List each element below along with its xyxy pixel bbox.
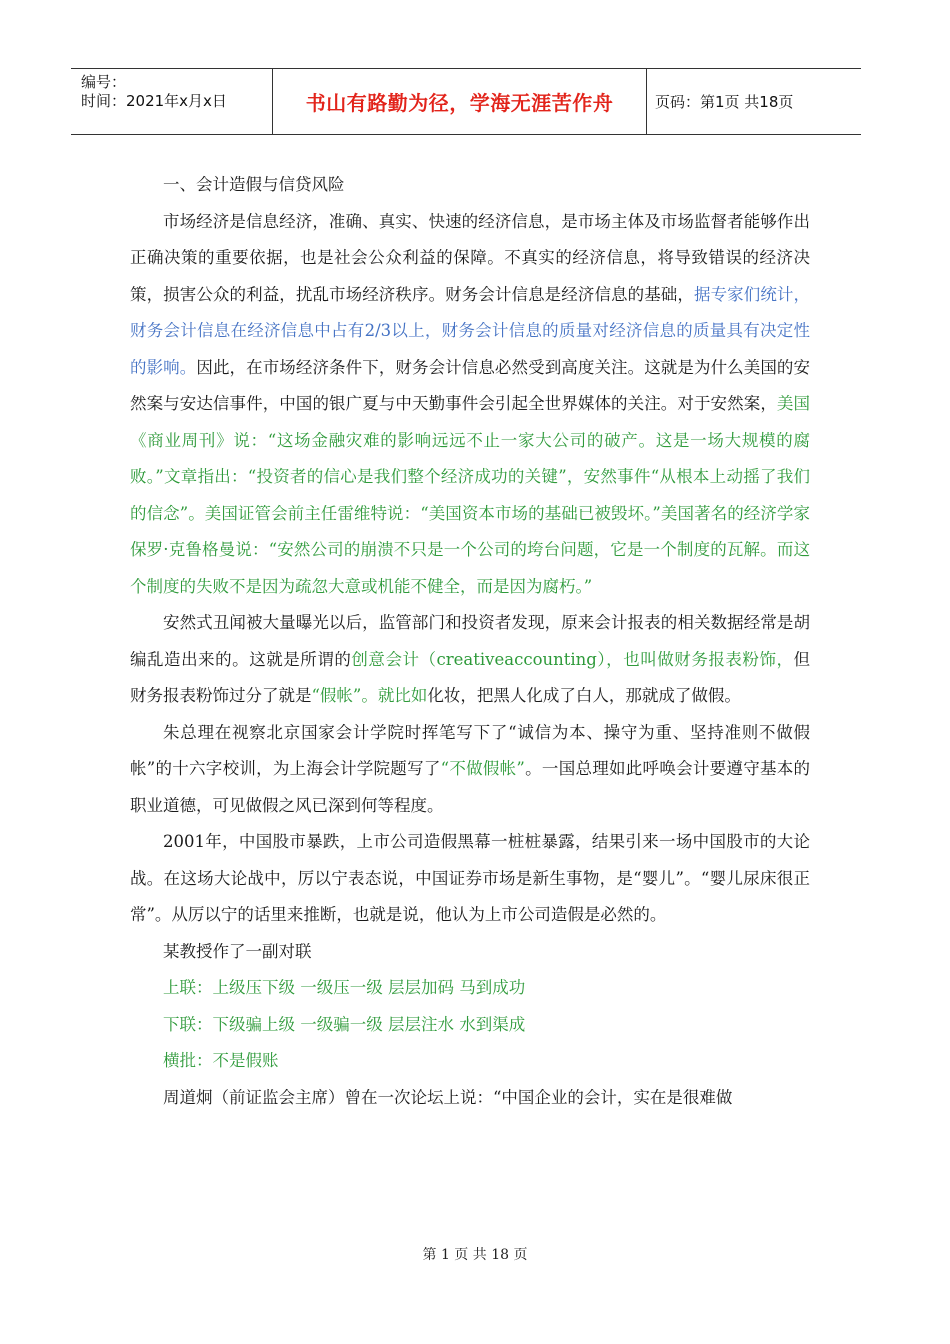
couplet-line-1: 上联：上级压下级 一级压一级 层层加码 马到成功 xyxy=(163,978,526,997)
document-number-label: 编号： xyxy=(81,73,127,91)
document-date: 时间：2021年x月x日 xyxy=(81,92,227,110)
paragraph-5: 某教授作了一副对联 xyxy=(163,941,312,961)
couplet-line-2: 下联：下级骗上级 一级骗一级 层层注水 水到渠成 xyxy=(163,1014,526,1034)
paragraph-6: 周道炯（前证监会主席）曾在一次论坛上说：“中国企业的会计，实在是很难做 xyxy=(163,1087,733,1107)
header-motto: 书山有路勤为径，学海无涯苦作舟 xyxy=(273,69,647,134)
paragraph-1 xyxy=(130,204,810,606)
paragraph-2-highlight-d: “假帐”。就比如 xyxy=(311,686,428,705)
paragraph-2-highlight-b: 创意会计（creativeaccounting），也叫做财务报表粉饰， xyxy=(351,649,794,669)
paragraph-2 xyxy=(130,605,810,715)
paragraph-3 xyxy=(130,715,810,825)
paragraph-2-text-c: 但财务报表粉饰过分了就是 xyxy=(130,649,811,705)
page-footer: 第 1 页 共 18 页 xyxy=(422,1247,528,1263)
couplet-line-3: 横批：不是假账 xyxy=(163,1051,279,1070)
paragraph-1-text-a: 市场经济是信息经济，准确、真实、快速的经济信息，是市场主体及市场监督者能够作出正确决策的重要依据，也是社会公众利益的保障。不真实的经济信息，将导致错误的经济决策，损害公众的利益，扰乱市场经济秩序。财务会计信息是经济信息的基础， xyxy=(130,211,810,304)
header-page-info: 页码：第1页 共18页 xyxy=(655,93,794,111)
document-body xyxy=(130,167,810,1116)
page-header xyxy=(71,68,861,135)
paragraph-3-highlight-b: “不做假帐” xyxy=(440,759,525,778)
header-meta xyxy=(71,69,273,134)
paragraph-1-text-c: 因此，在市场经济条件下，财务会计信息必然受到高度关注。这就是为什么美国的安然案与安达信事件，中国的银广夏与中天勤事件会引起全世界媒体的关注。对于安然案， xyxy=(130,357,811,413)
paragraph-2-text-a: 安然式丑闻被大量曝光以后，监管部门和投资者发现，原来会计报表的相关数据经常是胡编乱造出来的。这就是所谓的 xyxy=(130,613,810,669)
paragraph-1-highlight-blue: 据专家们统计，财务会计信息在经济信息中占有2/3以上，财务会计信息的质量对经济信息的质量具有决定性的影响。 xyxy=(130,284,811,377)
paragraph-2-text-e: 化妆，把黑人化成了白人，那就成了做假。 xyxy=(427,686,741,705)
paragraph-3-text-a: 朱总理在视察北京国家会计学院时挥笔写下了“诚信为本、操守为重、坚持准则不做假帐”的十六字校训，为上海会计学院题写了 xyxy=(130,722,810,778)
section-heading: 一、会计造假与信贷风险 xyxy=(163,175,345,194)
paragraph-4: 2001年，中国股市暴跌，上市公司造假黑幕一桩桩暴露，结果引来一场中国股市的大论战。在这场大论战中，厉以宁表态说，中国证券市场是新生事物，是“婴儿”。“婴儿尿床很正常”。从厉以宁的话里来推断，也就是说，他认为上市公司造假是必然的。 xyxy=(130,832,810,924)
paragraph-3-text-c: 。一国总理如此呼唤会计要遵守基本的职业道德，可见做假之风已深到何等程度。 xyxy=(130,759,811,815)
paragraph-1-highlight-green: 美国《商业周刊》说：“这场金融灾难的影响远远不止一家大公司的破产。这是一场大规模的腐败。”文章指出：“投资者的信心是我们整个经济成功的关键”，安然事件“从根本上动摇了我们的信念”。美国证管会前主任雷维特说：“美国资本市场的基础已被毁坏。”美国著名的经济学家保罗·克鲁格曼说：“安然公司的崩溃不只是一个公司的垮台问题，它是一个制度的瓦解。而这个制度的失败不是因为疏忽大意或机能不健全，而是因为腐朽。” xyxy=(130,394,811,596)
